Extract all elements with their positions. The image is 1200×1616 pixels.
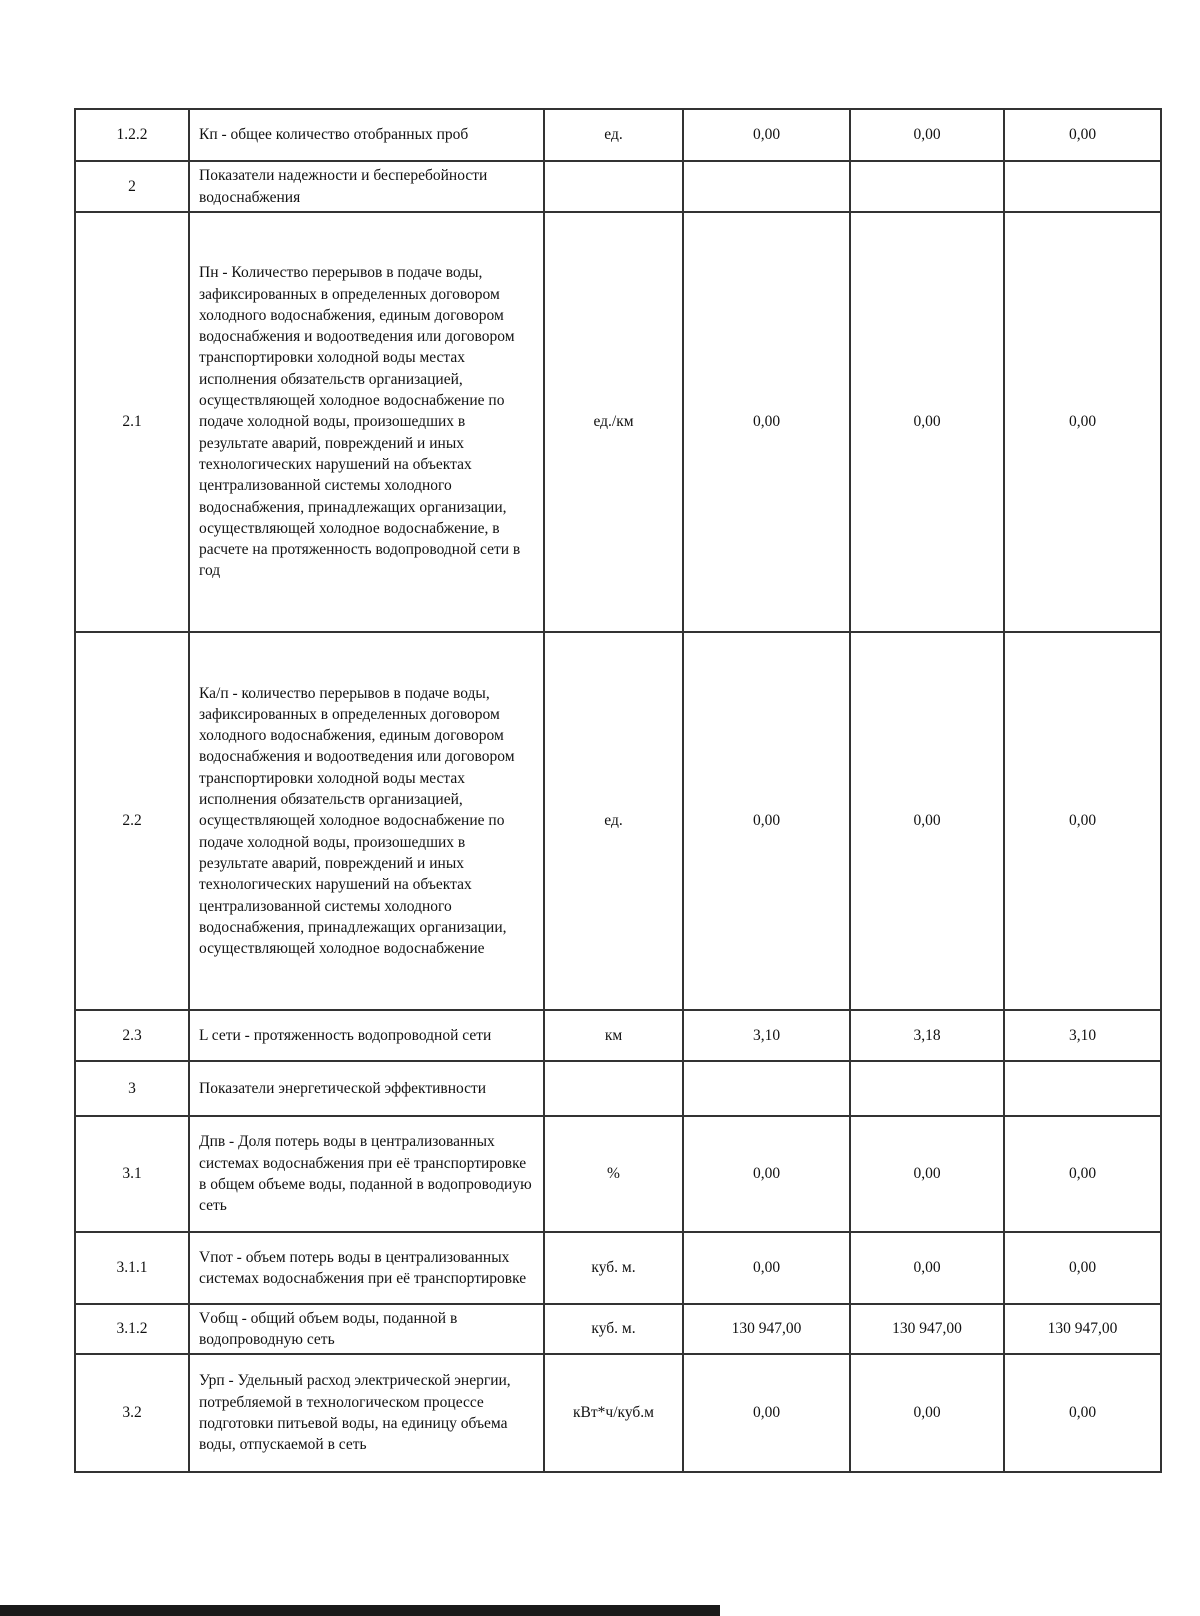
value-col-1: 0,00 [683, 1232, 850, 1304]
row-number: 3.1 [75, 1116, 189, 1232]
indicators-table [74, 108, 1162, 1473]
section-row [75, 1061, 1161, 1116]
value-col-2: 3,18 [850, 1010, 1004, 1061]
row-number: 2.3 [75, 1010, 189, 1061]
table-row [75, 1232, 1161, 1304]
table-row [75, 632, 1161, 1010]
value-col-2: 0,00 [850, 1354, 1004, 1472]
value-col-2 [850, 161, 1004, 212]
value-col-3 [1004, 161, 1161, 212]
row-number: 3.1.2 [75, 1304, 189, 1354]
table-row [75, 212, 1161, 632]
indicator-name: Пн - Количество перерывов в подаче воды, зафиксированных в определенных договором холодного водоснабжения, единым договором водоснабжения и водоотведения или договором транспортировки холодной воды местах исполнения обязательств организацией, осуществляющей холодное водоснабжение по подаче холодной воды, произошедших в результате аварий, повреждений и иных технологических нарушений на объектах централизованной системы холодного водоснабжения, принадлежащих организации, осуществляющей холодное водоснабжение, в расчете на протяженность водопроводной сети в год [189, 212, 544, 632]
value-col-2: 0,00 [850, 109, 1004, 161]
indicator-name: Урп - Удельный расход электрической энергии, потребляемой в технологическом процессе подготовки питьевой воды, на единицу объема воды, отпускаемой в сеть [189, 1354, 544, 1472]
value-col-1 [683, 161, 850, 212]
value-col-1: 130 947,00 [683, 1304, 850, 1354]
section-row [75, 161, 1161, 212]
unit-cell: ед./км [544, 212, 683, 632]
value-col-3: 0,00 [1004, 1232, 1161, 1304]
table-row [75, 109, 1161, 161]
value-col-2: 0,00 [850, 212, 1004, 632]
table-row [75, 1116, 1161, 1232]
section-title: Показатели энергетической эффективности [189, 1061, 544, 1116]
row-number: 1.2.2 [75, 109, 189, 161]
value-col-2: 0,00 [850, 1116, 1004, 1232]
scan-edge-bar [0, 1605, 720, 1616]
unit-cell: куб. м. [544, 1304, 683, 1354]
row-number: 3.1.1 [75, 1232, 189, 1304]
unit-cell: кВт*ч/куб.м [544, 1354, 683, 1472]
row-number: 2.1 [75, 212, 189, 632]
row-number: 2.2 [75, 632, 189, 1010]
row-number: 3 [75, 1061, 189, 1116]
value-col-2: 0,00 [850, 1232, 1004, 1304]
indicator-name: Vобщ - общий объем воды, поданной в водопроводную сеть [189, 1304, 544, 1354]
value-col-1: 0,00 [683, 632, 850, 1010]
value-col-3: 0,00 [1004, 109, 1161, 161]
indicator-name: Ка/п - количество перерывов в подаче воды, зафиксированных в определенных договором холодного водоснабжения, единым договором водоснабжения и водоотведения или договором транспортировки холодной воды местах исполнения обязательств организацией, осуществляющей холодное водоснабжение по подаче холодной воды, произошедших в результате аварий, повреждений и иных технологических нарушений на объектах централизованной системы холодного водоснабжения, принадлежащих организации, осуществляющей холодное водоснабжение [189, 632, 544, 1010]
unit-cell: ед. [544, 632, 683, 1010]
value-col-3: 3,10 [1004, 1010, 1161, 1061]
table-row [75, 1354, 1161, 1472]
value-col-2: 130 947,00 [850, 1304, 1004, 1354]
value-col-3: 0,00 [1004, 632, 1161, 1010]
unit-cell: ед. [544, 109, 683, 161]
value-col-2: 0,00 [850, 632, 1004, 1010]
value-col-1: 3,10 [683, 1010, 850, 1061]
value-col-1: 0,00 [683, 109, 850, 161]
unit-cell: км [544, 1010, 683, 1061]
row-number: 3.2 [75, 1354, 189, 1472]
value-col-3: 0,00 [1004, 1354, 1161, 1472]
indicator-name: Дпв - Доля потерь воды в централизованных системах водоснабжения при её транспортировке в общем объеме воды, поданной в водопроводиую сеть [189, 1116, 544, 1232]
value-col-3: 0,00 [1004, 1116, 1161, 1232]
value-col-1: 0,00 [683, 1354, 850, 1472]
indicator-name: Кп - общее количество отобранных проб [189, 109, 544, 161]
value-col-1: 0,00 [683, 1116, 850, 1232]
indicator-name: Vпот - объем потерь воды в централизованных системах водоснабжения при её транспортировке [189, 1232, 544, 1304]
unit-cell [544, 1061, 683, 1116]
table-row [75, 1304, 1161, 1354]
value-col-1 [683, 1061, 850, 1116]
section-title: Показатели надежности и бесперебойности водоснабжения [189, 161, 544, 212]
unit-cell: % [544, 1116, 683, 1232]
value-col-3: 0,00 [1004, 212, 1161, 632]
unit-cell [544, 161, 683, 212]
row-number: 2 [75, 161, 189, 212]
indicator-name: L сети - протяженность водопроводной сети [189, 1010, 544, 1061]
value-col-3: 130 947,00 [1004, 1304, 1161, 1354]
value-col-3 [1004, 1061, 1161, 1116]
value-col-1: 0,00 [683, 212, 850, 632]
value-col-2 [850, 1061, 1004, 1116]
table-row [75, 1010, 1161, 1061]
unit-cell: куб. м. [544, 1232, 683, 1304]
